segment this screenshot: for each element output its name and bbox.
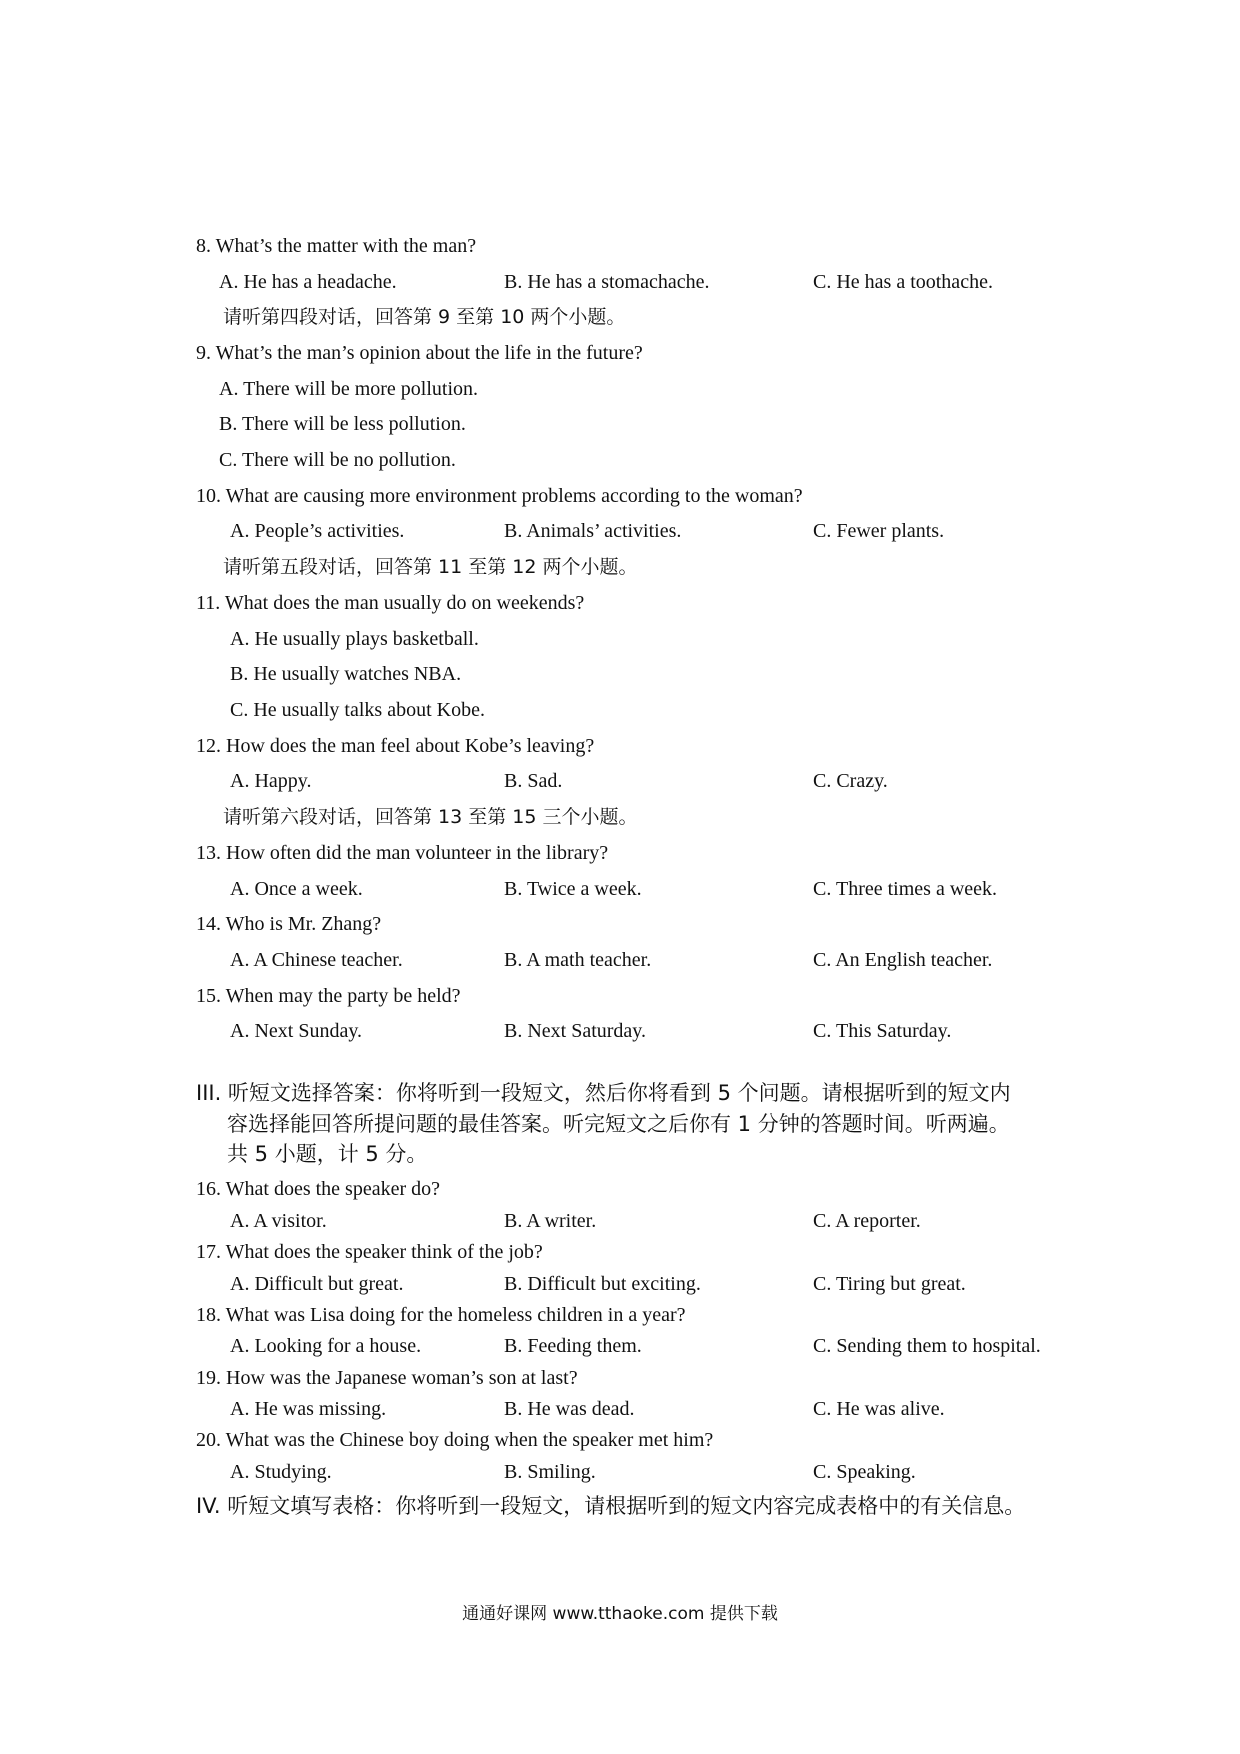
option-12a: A. Happy. bbox=[230, 770, 312, 792]
option-15c: C. This Saturday. bbox=[813, 1020, 952, 1042]
option-16c: C. A reporter. bbox=[813, 1210, 921, 1232]
option-11a: A. He usually plays basketball. bbox=[230, 628, 479, 650]
option-13a: A. Once a week. bbox=[230, 878, 363, 900]
instruction-dialogue-5: 请听第五段对话，回答第 11 至第 12 两个小题。 bbox=[223, 556, 638, 578]
option-18a: A. Looking for a house. bbox=[230, 1335, 422, 1357]
option-10c: C. Fewer plants. bbox=[813, 520, 945, 542]
question-13: 13. How often did the man volunteer in the library? bbox=[196, 842, 609, 864]
question-15: 15. When may the party be held? bbox=[196, 985, 461, 1007]
option-20b: B. Smiling. bbox=[504, 1461, 596, 1483]
section-3-heading-line1: III. 听短文选择答案：你将听到一段短文，然后你将看到 5 个问题。请根据听到的短文内 bbox=[196, 1081, 1011, 1105]
option-11c: C. He usually talks about Kobe. bbox=[230, 699, 485, 721]
option-16b: B. A writer. bbox=[504, 1210, 597, 1232]
option-18c: C. Sending them to hospital. bbox=[813, 1335, 1041, 1357]
question-14: 14. Who is Mr. Zhang? bbox=[196, 913, 382, 935]
section-4-heading: IV. 听短文填写表格：你将听到一段短文，请根据听到的短文内容完成表格中的有关信息。 bbox=[196, 1494, 1026, 1518]
instruction-dialogue-6: 请听第六段对话，回答第 13 至第 15 三个小题。 bbox=[223, 806, 638, 828]
question-10: 10. What are causing more environment problems according to the woman? bbox=[196, 485, 803, 507]
question-12: 12. How does the man feel about Kobe’s leaving? bbox=[196, 735, 595, 757]
option-10a: A. People’s activities. bbox=[230, 520, 405, 542]
question-8: 8. What’s the matter with the man? bbox=[196, 235, 477, 257]
option-17c: C. Tiring but great. bbox=[813, 1273, 966, 1295]
option-8c: C. He has a toothache. bbox=[813, 271, 993, 293]
question-9: 9. What’s the man’s opinion about the life in the future? bbox=[196, 342, 643, 364]
option-20a: A. Studying. bbox=[230, 1461, 332, 1483]
option-9a: A. There will be more pollution. bbox=[219, 378, 479, 400]
option-19a: A. He was missing. bbox=[230, 1398, 387, 1420]
instruction-dialogue-4: 请听第四段对话，回答第 9 至第 10 两个小题。 bbox=[223, 306, 626, 328]
option-12b: B. Sad. bbox=[504, 770, 563, 792]
option-17b: B. Difficult but exciting. bbox=[504, 1273, 701, 1295]
question-18: 18. What was Lisa doing for the homeless children in a year? bbox=[196, 1304, 686, 1326]
option-12c: C. Crazy. bbox=[813, 770, 888, 792]
option-15a: A. Next Sunday. bbox=[230, 1020, 363, 1042]
option-17a: A. Difficult but great. bbox=[230, 1273, 404, 1295]
option-8a: A. He has a headache. bbox=[219, 271, 397, 293]
option-9b: B. There will be less pollution. bbox=[219, 413, 466, 435]
question-17: 17. What does the speaker think of the job? bbox=[196, 1241, 543, 1263]
question-11: 11. What does the man usually do on weekends? bbox=[196, 592, 585, 614]
question-16: 16. What does the speaker do? bbox=[196, 1178, 440, 1200]
question-19: 19. How was the Japanese woman’s son at last? bbox=[196, 1367, 578, 1389]
option-10b: B. Animals’ activities. bbox=[504, 520, 682, 542]
option-14b: B. A math teacher. bbox=[504, 949, 652, 971]
option-19b: B. He was dead. bbox=[504, 1398, 635, 1420]
option-16a: A. A visitor. bbox=[230, 1210, 327, 1232]
section-3-heading-line2: 容选择能回答所提问题的最佳答案。听完短文之后你有 1 分钟的答题时间。听两遍。 bbox=[227, 1112, 1010, 1136]
option-13c: C. Three times a week. bbox=[813, 878, 998, 900]
option-14c: C. An English teacher. bbox=[813, 949, 993, 971]
question-20: 20. What was the Chinese boy doing when the speaker met him? bbox=[196, 1429, 714, 1451]
option-9c: C. There will be no pollution. bbox=[219, 449, 456, 471]
option-18b: B. Feeding them. bbox=[504, 1335, 642, 1357]
option-15b: B. Next Saturday. bbox=[504, 1020, 647, 1042]
option-13b: B. Twice a week. bbox=[504, 878, 642, 900]
option-20c: C. Speaking. bbox=[813, 1461, 916, 1483]
option-14a: A. A Chinese teacher. bbox=[230, 949, 403, 971]
page-footer: 通通好课网 www.tthaoke.com 提供下载 bbox=[462, 1604, 778, 1624]
option-19c: C. He was alive. bbox=[813, 1398, 945, 1420]
option-8b: B. He has a stomachache. bbox=[504, 271, 710, 293]
option-11b: B. He usually watches NBA. bbox=[230, 663, 462, 685]
section-3-heading-line3: 共 5 小题，计 5 分。 bbox=[227, 1142, 428, 1166]
